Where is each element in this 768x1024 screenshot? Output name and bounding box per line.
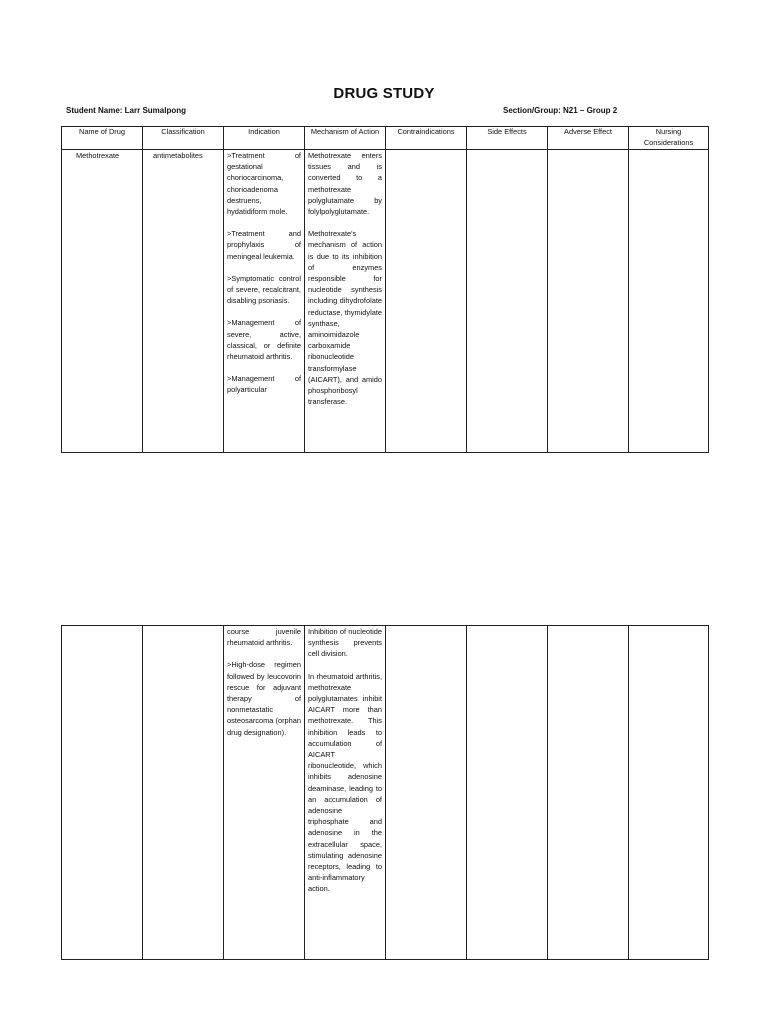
mechanism-item: Inhibition of nucleotide synthesis prevents cell division.	[308, 627, 382, 659]
contraindications-cell	[386, 150, 467, 453]
indication-cell	[224, 626, 305, 960]
header-side-effects: Side Effects	[467, 127, 548, 150]
contraindications-cell	[386, 626, 467, 960]
drug-study-table	[61, 126, 709, 453]
indication-item: >High-dose regimen followed by leucovorin rescue for adjuvant therapy of nonmetastatic osteosarcoma (orphan drug designation).	[227, 660, 301, 737]
mechanism-item: In rheumatoid arthritis, methotrexate polyglutamates inhibit AICART more than methotrexate. This inhibition leads to accumulation of AICART ribonucleotide, which inhibits adenosine deaminase, leading to an accumulation of adenosine triphosphate and adenosine in the extracellular space, stimulating adenosine receptors, leading to anti-inflammatory action.	[308, 671, 382, 894]
adverse-effect-cell	[548, 626, 629, 960]
header-contraindications: Contraindications	[386, 127, 467, 150]
mechanism-cell	[305, 150, 386, 453]
header-adverse-effect: Adverse Effect	[548, 127, 629, 150]
drug-name-cell	[62, 626, 143, 960]
indication-item: >Management of polyarticular	[227, 374, 301, 395]
indication-item: course juvenile rheumatoid arthritis.	[227, 627, 301, 648]
header-name-of-drug: Name of Drug	[62, 127, 143, 150]
adverse-effect-cell	[548, 150, 629, 453]
mechanism-item: Methotrexate's mechanism of action is due to its inhibition of enzymes responsible for nucleotide synthesis including dihydrofolate reductase, thymidylate synthase, aminoimidazole carboxamide ribonucleotide transformylase (AICART), and amido phosphoribosyl transferase.	[308, 229, 382, 407]
indication-item: >Symptomatic control of severe, recalcitrant, disabling psoriasis.	[227, 273, 301, 306]
header-indication: Indication	[224, 127, 305, 150]
classification-cell: antimetabolites	[143, 150, 224, 453]
nursing-considerations-cell	[629, 150, 709, 453]
table-row	[62, 150, 709, 453]
classification-cell	[143, 626, 224, 960]
header-nursing-considerations: Nursing Considerations	[629, 127, 709, 150]
header-mechanism: Mechanism of Action	[305, 127, 386, 150]
drug-name-cell: Methotrexate	[62, 150, 143, 453]
document-title: DRUG STUDY	[333, 85, 435, 102]
indication-item: >Treatment of gestational choriocarcinoma, chorioadenoma destruens, hydatidiform mole.	[227, 151, 301, 217]
mechanism-cell	[305, 626, 386, 960]
student-name: Student Name: Larr Sumalpong	[66, 106, 187, 115]
table-row	[62, 626, 709, 960]
table-header-row	[62, 127, 709, 150]
indication-item: >Management of severe, active, classical, or definite rheumatoid arthritis.	[227, 318, 301, 362]
side-effects-cell	[467, 626, 548, 960]
mechanism-item: Methotrexate enters tissues and is converted to a methotrexate polyglutamate by folylpolyglutamate.	[308, 151, 382, 217]
section-group: Section/Group: N21 – Group 2	[503, 106, 618, 115]
nursing-considerations-cell	[629, 626, 709, 960]
indication-cell	[224, 150, 305, 453]
header-classification: Classification	[143, 127, 224, 150]
drug-study-table-continued	[61, 625, 709, 960]
indication-item: >Treatment and prophylaxis of meningeal leukemia.	[227, 229, 301, 261]
side-effects-cell	[467, 150, 548, 453]
